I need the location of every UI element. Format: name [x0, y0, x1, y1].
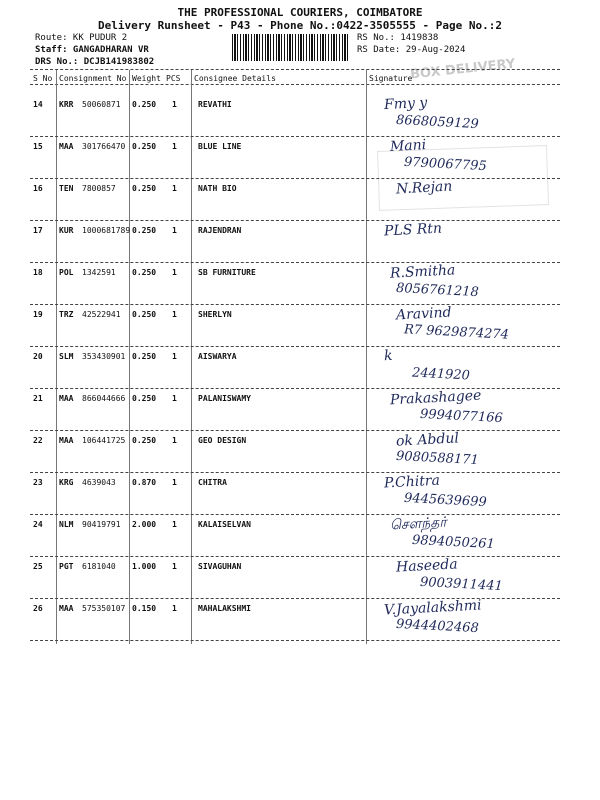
row-divider [30, 136, 560, 137]
consignment-prefix: MAA [59, 436, 74, 445]
consignee-name: SHERLYN [198, 310, 232, 319]
serial-number: 24 [33, 520, 43, 529]
weight-value: 0.250 [132, 226, 157, 235]
rs-date: RS Date: 29-Aug-2024 [357, 45, 466, 55]
consignment-prefix: MAA [59, 604, 74, 613]
consignee-name: MAHALAKSHMI [198, 604, 251, 613]
consignee-name: NATH BIO [198, 184, 237, 193]
consignment-number: 1000681789 [82, 226, 131, 235]
header-rule-bottom [30, 84, 560, 85]
consignee-name: REVATHI [198, 100, 232, 109]
table-row [0, 304, 600, 350]
consignment-number: 42522941 [82, 310, 121, 319]
signature-handwriting: ok Abdul [395, 430, 460, 450]
serial-number: 25 [33, 562, 43, 571]
signature-phone: 9944402468 [395, 616, 480, 637]
serial-number: 17 [33, 226, 43, 235]
drs-label: DRS No.: DCJB141983802 [35, 57, 155, 67]
table-row [0, 556, 600, 602]
table-row [0, 262, 600, 308]
signature-area [370, 96, 580, 136]
consignment-prefix: NLM [59, 520, 74, 529]
consignment-number: 1342591 [82, 268, 116, 277]
weight-value: 0.250 [132, 310, 157, 319]
consignee-name: CHITRA [198, 478, 227, 487]
consignment-number: 106441725 [82, 436, 126, 445]
table-row [0, 94, 600, 140]
consignment-number: 6181040 [82, 562, 116, 571]
signature-area [370, 222, 580, 262]
consignment-prefix: PGT [59, 562, 74, 571]
pcs-value: 1 [172, 436, 177, 445]
consignment-number: 7800857 [82, 184, 116, 193]
signature-area [370, 306, 580, 346]
consignment-number: 301766470 [82, 142, 126, 151]
header-consignment: Consignment No [59, 74, 127, 83]
signature-phone: 2441920 [411, 365, 471, 384]
serial-number: 15 [33, 142, 43, 151]
table-row [0, 178, 600, 224]
signature-area [370, 138, 580, 178]
company-title: THE PROFESSIONAL COURIERS, COIMBATORE [177, 6, 423, 19]
rs-number: RS No.: 1419838 [357, 33, 439, 43]
consignment-number: 50060871 [82, 100, 121, 109]
header-weight: Weight [132, 74, 161, 83]
signature-phone: 9445639699 [403, 490, 488, 511]
weight-value: 0.250 [132, 184, 157, 193]
header-rule-top [30, 69, 560, 70]
table-row [0, 597, 600, 644]
consignment-prefix: MAA [59, 142, 74, 151]
consignment-prefix: KRR [59, 100, 74, 109]
signature-phone: 9790067795 [403, 154, 488, 175]
row-divider [30, 556, 560, 557]
signature-handwriting: PLS Rtn [383, 220, 443, 240]
consignee-name: AISWARYA [198, 352, 237, 361]
signature-handwriting: Fmy y [383, 94, 428, 114]
signature-area [370, 348, 580, 388]
pcs-value: 1 [172, 562, 177, 571]
pcs-value: 1 [172, 100, 177, 109]
weight-value: 0.250 [132, 352, 157, 361]
consignee-name: KALAISELVAN [198, 520, 251, 529]
pcs-value: 1 [172, 142, 177, 151]
serial-number: 22 [33, 436, 43, 445]
signature-handwriting: Aravind [395, 304, 452, 324]
signature-handwriting: சௌந்தர் [389, 514, 448, 534]
consignee-name: SB FURNITURE [198, 268, 256, 277]
serial-number: 20 [33, 352, 43, 361]
serial-number: 26 [33, 604, 43, 613]
table-row [0, 514, 600, 560]
consignee-name: PALANISWAMY [198, 394, 251, 403]
weight-value: 0.870 [132, 478, 157, 487]
table-row [0, 220, 600, 266]
pcs-value: 1 [172, 520, 177, 529]
pcs-value: 1 [172, 394, 177, 403]
pcs-value: 1 [172, 478, 177, 487]
consignment-prefix: TRZ [59, 310, 74, 319]
signature-area [370, 387, 580, 430]
weight-value: 0.250 [132, 142, 157, 151]
signature-area [370, 516, 580, 556]
pcs-value: 1 [172, 184, 177, 193]
table-row [0, 387, 600, 434]
route-label: Route: KK PUDUR 2 [35, 33, 128, 43]
weight-value: 0.150 [132, 604, 157, 613]
signature-area [370, 432, 580, 472]
signature-handwriting: k [383, 347, 393, 365]
header-signature: Signature [369, 74, 413, 83]
signature-phone: 8056761218 [395, 280, 480, 301]
consignee-name: BLUE LINE [198, 142, 242, 151]
header-sno: S No [33, 74, 53, 83]
signature-phone: 8668059129 [395, 112, 480, 133]
serial-number: 16 [33, 184, 43, 193]
pcs-value: 1 [172, 268, 177, 277]
consignment-prefix: MAA [59, 394, 74, 403]
pcs-value: 1 [172, 226, 177, 235]
consignee-name: GEO DESIGN [198, 436, 247, 445]
row-divider [30, 304, 560, 305]
signature-handwriting: P.Chitra [383, 472, 441, 492]
row-divider [30, 178, 560, 179]
row-divider [30, 262, 560, 263]
consignment-number: 4639043 [82, 478, 116, 487]
signature-area [370, 180, 580, 220]
header-consignee: Consignee Details [194, 74, 276, 83]
serial-number: 19 [33, 310, 43, 319]
consignment-number: 866044666 [82, 394, 126, 403]
consignment-number: 353430901 [82, 352, 126, 361]
row-divider [30, 220, 560, 221]
runsheet-subtitle: Delivery Runsheet - P43 - Phone No.:0422-3505555 - Page No.:2 [98, 19, 502, 32]
row-divider [30, 514, 560, 515]
weight-value: 0.250 [132, 268, 157, 277]
consignment-prefix: TEN [59, 184, 74, 193]
weight-value: 1.000 [132, 562, 157, 571]
serial-number: 23 [33, 478, 43, 487]
table-row [0, 472, 600, 518]
table-row [0, 430, 600, 476]
consignee-name: SIVAGUHAN [198, 562, 242, 571]
signature-phone: 9994077166 [419, 406, 504, 427]
signature-handwriting: N.Rejan [395, 178, 453, 198]
serial-number: 14 [33, 100, 43, 109]
signature-phone: R7 9629874274 [403, 322, 510, 343]
signature-phone: 9894050261 [411, 532, 496, 553]
serial-number: 21 [33, 394, 43, 403]
barcode [232, 34, 350, 61]
pcs-value: 1 [172, 310, 177, 319]
signature-handwriting: V.Jayalakshmi [383, 597, 482, 619]
consignment-prefix: KUR [59, 226, 74, 235]
weight-value: 0.250 [132, 436, 157, 445]
row-divider [30, 640, 560, 641]
weight-value: 2.000 [132, 520, 157, 529]
row-divider [30, 430, 560, 431]
consignee-name: RAJENDRAN [198, 226, 242, 235]
consignment-number: 90419791 [82, 520, 121, 529]
consignment-prefix: POL [59, 268, 74, 277]
consignment-prefix: SLM [59, 352, 74, 361]
serial-number: 18 [33, 268, 43, 277]
weight-value: 0.250 [132, 100, 157, 109]
table-row [0, 347, 600, 392]
signature-area [370, 264, 580, 304]
signature-handwriting: Mani [389, 137, 427, 155]
signature-area [370, 597, 580, 640]
signature-phone: 9080588171 [395, 448, 480, 469]
stamp-box-delivery: BOX DELIVERY [409, 56, 516, 83]
weight-value: 0.250 [132, 394, 157, 403]
staff-label: Staff: GANGADHARAN VR [35, 45, 149, 55]
row-divider [30, 346, 560, 347]
table-row [0, 137, 600, 182]
pcs-value: 1 [172, 604, 177, 613]
signature-phone: 9003911441 [419, 574, 504, 595]
consignment-prefix: KRG [59, 478, 74, 487]
consignment-number: 575350107 [82, 604, 126, 613]
signature-handwriting: R.Smitha [389, 262, 456, 282]
header-pcs: PCS [166, 74, 181, 83]
signature-area [370, 474, 580, 514]
signature-area [370, 558, 580, 598]
row-divider [30, 472, 560, 473]
signature-handwriting: Prakashagee [389, 387, 482, 409]
pcs-value: 1 [172, 352, 177, 361]
signature-handwriting: Haseeda [395, 556, 459, 576]
